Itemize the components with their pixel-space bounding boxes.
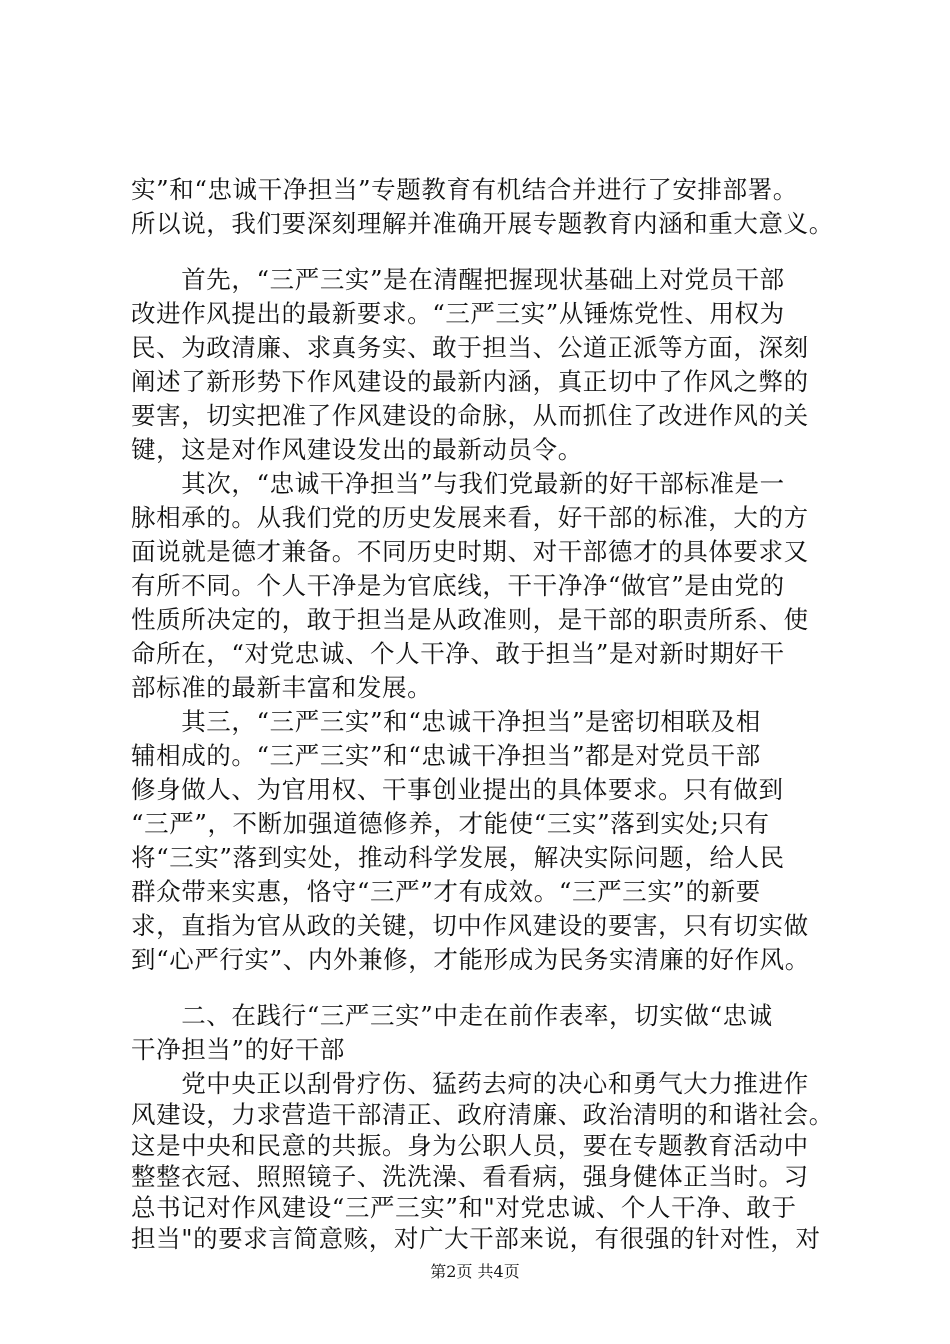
text-line: 党中央正以刮骨疗伤、猛药去疴的决心和勇气大力推进作 (131, 1069, 809, 1098)
text-line: 求，直指为官从政的关键，切中作风建设的要害，只有切实做 (131, 911, 809, 940)
text-line: 这是中央和民意的共振。身为公职人员，要在专题教育活动中 (131, 1131, 809, 1160)
text-line: 有所不同。个人干净是为官底线，干干净净“做官”是由党的 (131, 571, 785, 600)
text-line: 修身做人、为官用权、干事创业提出的具体要求。只有做到 (131, 775, 784, 804)
text-line: 要害，切实把准了作风建设的命脉，从而抓住了改进作风的关 (131, 401, 809, 430)
text-line: 改进作风提出的最新要求。“三严三实”从锤炼党性、用权为 (131, 299, 785, 328)
text-line: 实”和“忠诚干净担当”专题教育有机结合并进行了安排部署。 (131, 175, 798, 204)
page-number-footer: 第2页 共4页 (430, 1262, 520, 1281)
text-line: “三严”，不断加强道德修养，才能使“三实”落到实处;只有 (131, 809, 770, 838)
text-line: 其次，“忠诚干净担当”与我们党最新的好干部标准是一 (131, 469, 785, 498)
text-line: 风建设，力求营造干部清正、政府清廉、政治清明的和谐社会。 (131, 1100, 834, 1129)
text-line: 所以说，我们要深刻理解并准确开展专题教育内涵和重大意义。 (131, 209, 834, 238)
text-line: 首先，“三严三实”是在清醒把握现状基础上对党员干部 (131, 265, 785, 294)
text-line: 民、为政清廉、求真务实、敢于担当、公道正派等方面，深刻 (131, 333, 809, 362)
text-line: 部标准的最新丰富和发展。 (131, 673, 433, 702)
text-line: 总书记对作风建设“三严三实”和"对党忠诚、个人干净、敢于 (131, 1193, 797, 1222)
text-line: 键，这是对作风建设发出的最新动员令。 (131, 435, 583, 464)
text-line: 其三，“三严三实”和“忠诚干净担当”是密切相联及相 (131, 707, 761, 736)
text-line: 性质所决定的，敢于担当是从政准则，是干部的职责所系、使 (131, 605, 809, 634)
text-line: 辅相成的。“三严三实”和“忠诚干净担当”都是对党员干部 (131, 741, 761, 770)
section-heading-line: 二、在践行“三严三实”中走在前作表率，切实做“忠诚 (131, 1001, 773, 1030)
text-line: 阐述了新形势下作风建设的最新内涵，真正切中了作风之弊的 (131, 367, 809, 396)
text-line: 命所在，“对党忠诚、个人干净、敢于担当”是对新时期好干 (131, 639, 785, 668)
text-line: 脉相承的。从我们党的历史发展来看，好干部的标准，大的方 (131, 503, 809, 532)
text-line: 面说就是德才兼备。不同历史时期、对干部德才的具体要求又 (131, 537, 809, 566)
text-line: 到“心严行实”、内外兼修，才能形成为民务实清廉的好作风。 (131, 945, 810, 974)
section-heading-line: 干净担当”的好干部 (131, 1035, 345, 1064)
text-line: 将“三实”落到实处，推动科学发展，解决实际问题，给人民 (131, 843, 785, 872)
text-line: 群众带来实惠，恪守“三严”才有成效。“三严三实”的新要 (131, 877, 761, 906)
text-line: 整整衣冠、照照镜子、洗洗澡、看看病，强身健体正当时。习 (131, 1162, 809, 1191)
text-line: 担当"的要求言简意赅，对广大干部来说，有很强的针对性，对 (131, 1224, 821, 1253)
